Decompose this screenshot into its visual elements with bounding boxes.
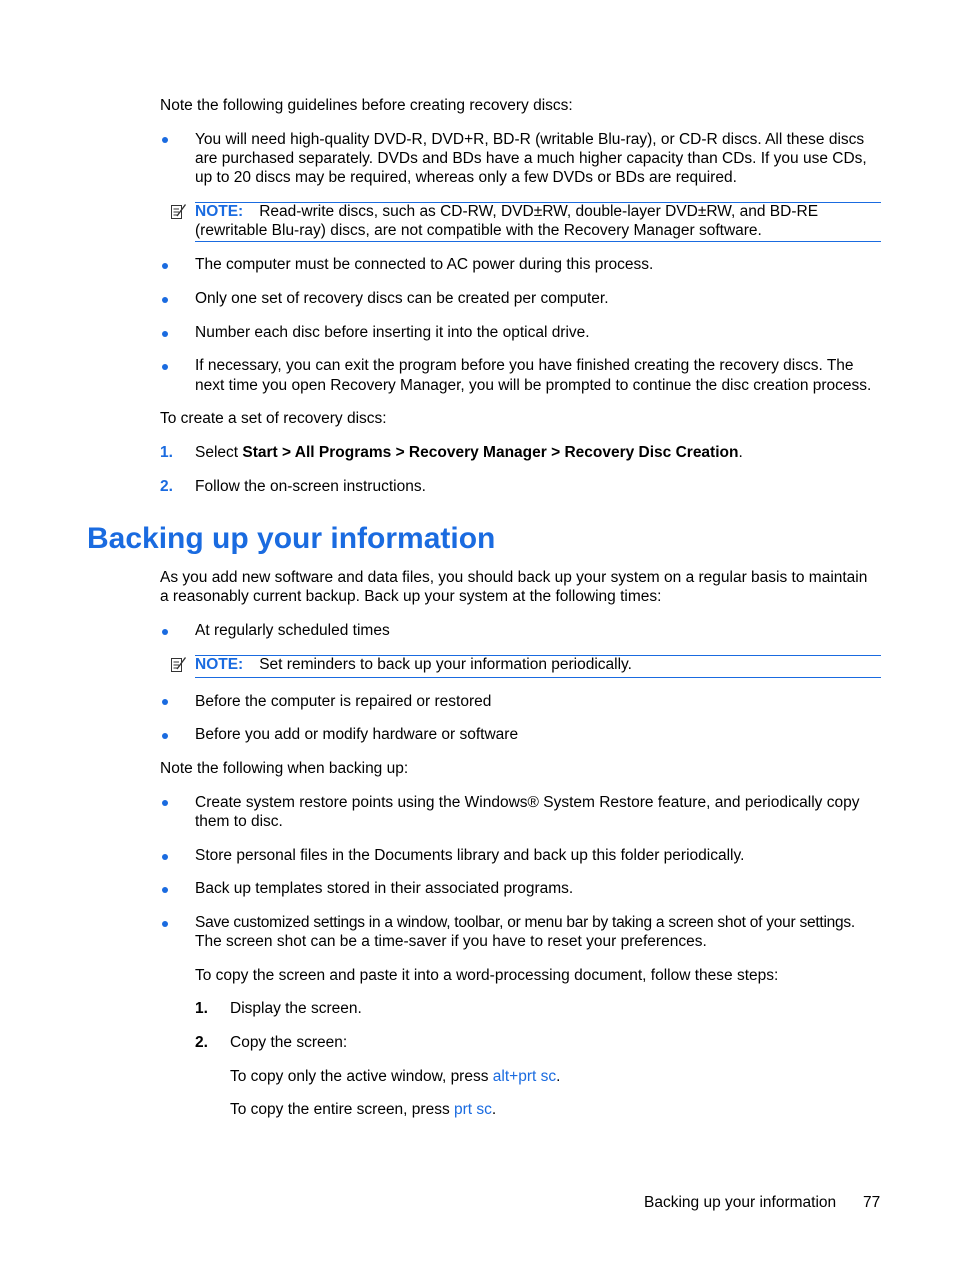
copy-entire-prefix: To copy the entire screen, press bbox=[230, 1101, 455, 1118]
when-4-line-1: Save customized settings in a window, toolbar, or menu bar by taking a screen shot of your settings. bbox=[195, 914, 855, 931]
section-heading: Backing up your information bbox=[87, 522, 496, 555]
step-1-path: Start > All Programs > Recovery Manager > Recovery Disc Creation bbox=[242, 444, 739, 461]
note-icon bbox=[170, 203, 187, 220]
step-1-prefix: Select bbox=[195, 444, 243, 461]
note-icon bbox=[170, 656, 187, 673]
note-2 bbox=[195, 655, 632, 674]
step-1-suffix: . bbox=[738, 444, 743, 461]
bullet-marker bbox=[162, 733, 168, 739]
substep-number: 2. bbox=[195, 1034, 208, 1051]
guideline-1-line-1: You will need high-quality DVD-R, DVD+R, BD-R (writable Blu-ray), or CD-R discs. All these discs bbox=[195, 131, 865, 148]
bullet-marker bbox=[162, 297, 168, 303]
step-number: 2. bbox=[160, 478, 173, 495]
copy-entire-screen bbox=[230, 1100, 496, 1119]
note-text: Set reminders to back up your information periodically. bbox=[259, 656, 632, 673]
bullet-marker bbox=[162, 887, 168, 893]
guideline-2: The computer must be connected to AC power during this process. bbox=[195, 256, 654, 273]
bullet-marker bbox=[162, 854, 168, 860]
page-number: 77 bbox=[863, 1194, 881, 1211]
note-label: NOTE: bbox=[195, 203, 244, 220]
copy-entire-suffix: . bbox=[491, 1101, 497, 1118]
note-line-1 bbox=[195, 202, 818, 221]
copy-active-prefix: To copy only the active window, press bbox=[230, 1068, 493, 1085]
time-2: Before the computer is repaired or restored bbox=[195, 693, 492, 710]
substep-1: Display the screen. bbox=[230, 1000, 362, 1017]
substep-2: Copy the screen: bbox=[230, 1034, 348, 1051]
note-label: NOTE: bbox=[195, 656, 244, 673]
guideline-1-line-2: are purchased separately. DVDs and BDs have a much higher capacity than CDs. If you use CDs, bbox=[195, 150, 867, 167]
step-2: Follow the on-screen instructions. bbox=[195, 478, 426, 495]
copy-active-window bbox=[230, 1067, 560, 1086]
footer-section: Backing up your information bbox=[644, 1194, 837, 1211]
bullet-marker bbox=[162, 699, 168, 705]
key-alt-prt-sc: alt+prt sc bbox=[492, 1068, 557, 1085]
guideline-3: Only one set of recovery discs can be created per computer. bbox=[195, 290, 609, 307]
guideline-1-line-3: up to 20 discs may be required, whereas only a few DVDs or BDs are required. bbox=[195, 169, 737, 186]
backup-intro-line-2: a reasonably current backup. Back up your system at the following times: bbox=[160, 588, 662, 605]
step-number: 1. bbox=[160, 444, 173, 461]
when-1-line-2: them to disc. bbox=[195, 813, 283, 830]
copy-intro: To copy the screen and paste it into a word-processing document, follow these steps: bbox=[195, 967, 779, 984]
when-4-line-2: The screen shot can be a time-saver if you have to reset your preferences. bbox=[195, 933, 707, 950]
guideline-4: Number each disc before inserting it into the optical drive. bbox=[195, 324, 590, 341]
when-3: Back up templates stored in their associated programs. bbox=[195, 880, 574, 897]
bullet-marker bbox=[162, 921, 168, 927]
time-1: At regularly scheduled times bbox=[195, 622, 390, 639]
substep-number: 1. bbox=[195, 1000, 208, 1017]
bullet-marker bbox=[162, 629, 168, 635]
bullet-marker bbox=[162, 137, 168, 143]
guideline-5-line-1: If necessary, you can exit the program before you have finished creating the recovery discs. The bbox=[195, 357, 854, 374]
time-3: Before you add or modify hardware or software bbox=[195, 726, 519, 743]
bullet-marker bbox=[162, 331, 168, 337]
bullet-marker bbox=[162, 800, 168, 806]
guideline-5-line-2: next time you open Recovery Manager, you will be prompted to continue the disc creation process. bbox=[195, 377, 872, 394]
create-intro: To create a set of recovery discs: bbox=[160, 410, 387, 427]
backup-intro-line-1: As you add new software and data files, you should back up your system on a regular basis to maintain bbox=[160, 569, 868, 586]
copy-active-suffix: . bbox=[556, 1068, 561, 1085]
note-line-2: (rewritable Blu-ray) discs, are not compatible with the Recovery Manager software. bbox=[195, 222, 762, 239]
key-prt-sc: prt sc bbox=[454, 1101, 492, 1118]
note-text: Read-write discs, such as CD-RW, DVD±RW, double-layer DVD±RW, and BD-RE bbox=[259, 203, 819, 220]
bullet-marker bbox=[162, 364, 168, 370]
when-2: Store personal files in the Documents library and back up this folder periodically. bbox=[195, 847, 745, 864]
step-1 bbox=[195, 443, 743, 462]
when-intro: Note the following when backing up: bbox=[160, 760, 409, 777]
bullet-marker bbox=[162, 263, 168, 269]
when-1-line-1: Create system restore points using the Windows® System Restore feature, and periodically copy bbox=[195, 794, 860, 811]
intro-text: Note the following guidelines before creating recovery discs: bbox=[160, 97, 573, 114]
